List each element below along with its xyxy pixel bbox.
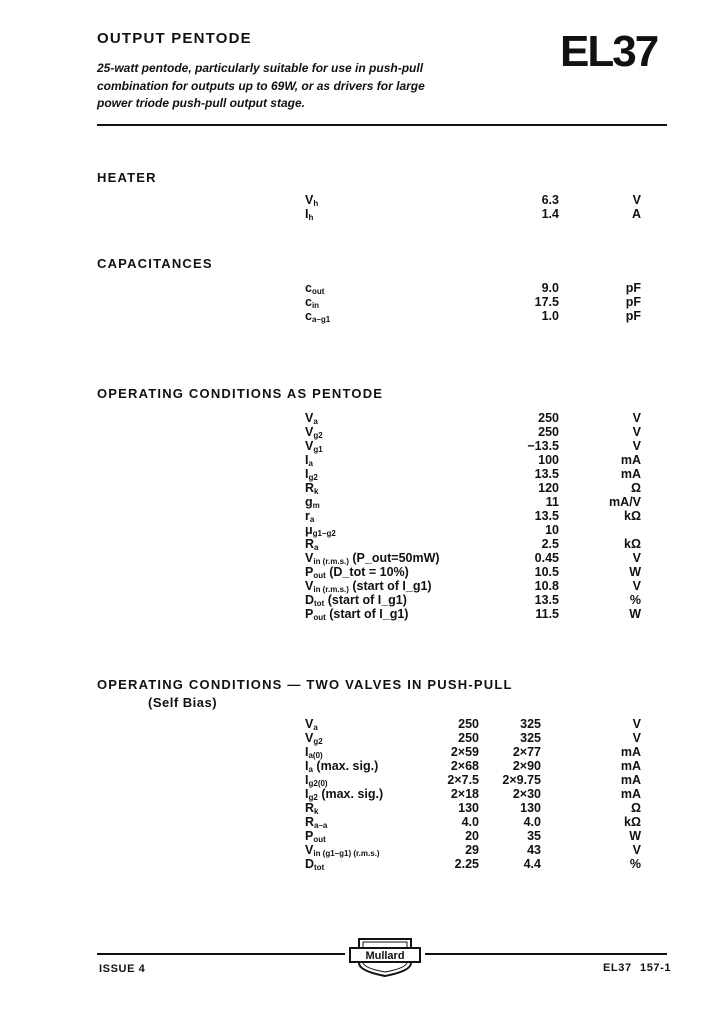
- param-value-2: 2×9.75: [502, 773, 541, 787]
- page-number: 157-1: [640, 962, 672, 974]
- param-condition: (P_out=50mW): [352, 551, 440, 565]
- param-symbol: I: [305, 467, 309, 481]
- table-row: [305, 801, 641, 815]
- param-subscript: a: [309, 515, 315, 524]
- param-value-1: 20: [465, 829, 479, 843]
- param-value-2: 43: [527, 843, 541, 857]
- param-value: 13.5: [534, 467, 559, 481]
- table-row: [305, 815, 641, 829]
- table-row: [305, 411, 641, 425]
- param-symbol: V: [305, 193, 314, 207]
- param-symbol: D: [305, 857, 315, 871]
- param-symbol: I: [305, 745, 309, 759]
- param-unit: V: [632, 439, 641, 453]
- table-row: [305, 309, 641, 323]
- param-value: 17.5: [534, 295, 559, 309]
- param-unit: V: [632, 843, 641, 857]
- param-subscript: tot: [314, 863, 325, 872]
- param-unit: %: [629, 857, 641, 871]
- param-unit: mA: [620, 467, 641, 481]
- param-unit: kΩ: [624, 815, 641, 829]
- param-value-1: 4.0: [461, 815, 479, 829]
- table-row: [305, 857, 641, 871]
- table-row: [305, 551, 641, 565]
- param-unit: kΩ: [624, 537, 641, 551]
- param-subscript: in: [311, 301, 320, 310]
- param-symbol: P: [305, 565, 314, 579]
- param-label: [305, 607, 408, 625]
- param-label: [305, 857, 324, 875]
- pentode-heading: OPERATING CONDITIONS AS PENTODE: [97, 386, 384, 401]
- param-subscript: g2: [308, 473, 318, 482]
- description-line: combination for outputs up to 69W, or as drivers for large: [97, 78, 425, 93]
- table-row: [305, 495, 641, 509]
- param-label: [305, 309, 330, 327]
- table-row: [305, 731, 641, 745]
- param-unit: W: [629, 565, 641, 579]
- param-unit: V: [632, 411, 641, 425]
- footer-rule-right: [425, 953, 667, 955]
- table-row: [305, 829, 641, 843]
- param-value: 11.5: [535, 607, 559, 621]
- param-subscript: k: [314, 487, 319, 496]
- param-subscript: out: [313, 835, 326, 844]
- param-unit: V: [632, 717, 641, 731]
- param-value-1: 250: [458, 731, 479, 745]
- param-value-2: 325: [520, 717, 541, 731]
- param-value-2: 35: [527, 829, 541, 843]
- param-unit: mA: [620, 453, 641, 467]
- param-condition: (start of I_g1): [329, 607, 409, 621]
- param-subscript: out: [313, 613, 326, 622]
- param-value-2: 130: [520, 801, 541, 815]
- param-unit: mA: [620, 787, 641, 801]
- param-condition: (start of I_g1): [352, 579, 432, 593]
- param-value-1: 130: [458, 801, 479, 815]
- param-symbol: V: [305, 439, 314, 453]
- param-symbol: V: [305, 411, 314, 425]
- param-value-1: 2×59: [450, 745, 479, 759]
- param-value-2: 325: [520, 731, 541, 745]
- param-value: 100: [538, 453, 559, 467]
- param-symbol: V: [305, 717, 314, 731]
- table-row: [305, 467, 641, 481]
- issue-label: ISSUE 4: [99, 963, 146, 975]
- description-line: power triode push-pull output stage.: [97, 96, 305, 110]
- param-value-2: 2×90: [512, 759, 541, 773]
- param-symbol: V: [305, 579, 314, 593]
- param-symbol: P: [305, 607, 314, 621]
- valve-code: EL37: [560, 27, 658, 76]
- heater-table: [305, 193, 641, 221]
- param-subscript: in (r.m.s.): [313, 557, 349, 566]
- param-symbol: I: [305, 773, 309, 787]
- param-condition: (max. sig.): [316, 759, 379, 773]
- table-row: [305, 439, 641, 453]
- table-row: [305, 425, 641, 439]
- param-subscript: in (r.m.s.): [313, 585, 349, 594]
- param-unit: pF: [625, 295, 641, 309]
- param-symbol: c: [305, 309, 312, 323]
- param-subscript: a: [314, 543, 319, 552]
- param-subscript: g2: [313, 737, 323, 746]
- param-symbol: r: [305, 509, 310, 523]
- param-subscript: a: [308, 765, 313, 774]
- capacitances-heading: CAPACITANCES: [97, 256, 213, 271]
- table-row: [305, 481, 641, 495]
- param-subscript: a: [308, 459, 313, 468]
- param-value: 0.45: [534, 551, 559, 565]
- param-value: 10: [545, 523, 559, 537]
- param-symbol: P: [305, 829, 314, 843]
- param-subscript: in (g1–g1) (r.m.s.): [313, 849, 380, 858]
- table-row: [305, 745, 641, 759]
- param-value-2: 2×77: [512, 745, 541, 759]
- param-unit: mA: [620, 745, 641, 759]
- param-subscript: h: [308, 213, 314, 222]
- table-row: [305, 579, 641, 593]
- param-symbol: V: [305, 551, 314, 565]
- param-unit: mA: [620, 759, 641, 773]
- param-unit: mA/V: [609, 495, 641, 509]
- param-subscript: k: [314, 807, 319, 816]
- table-row: [305, 509, 641, 523]
- logo-text: Mullard: [365, 950, 405, 962]
- param-subscript: g1: [313, 445, 323, 454]
- param-unit: V: [632, 551, 641, 565]
- table-row: [305, 717, 641, 731]
- pushpull-table: [305, 717, 641, 871]
- param-subscript: m: [312, 501, 320, 510]
- param-value-1: 250: [458, 717, 479, 731]
- param-symbol: g: [305, 495, 313, 509]
- description: [97, 60, 517, 113]
- param-symbol: V: [305, 425, 314, 439]
- param-value-2: 2×30: [512, 787, 541, 801]
- footer-rule-left: [97, 953, 345, 955]
- param-subscript: g1–g2: [312, 529, 336, 538]
- param-symbol: R: [305, 801, 315, 815]
- param-symbol: I: [305, 787, 309, 801]
- param-symbol: I: [305, 453, 309, 467]
- param-value: 120: [538, 481, 559, 495]
- table-row: [305, 843, 641, 857]
- pentode-table: [305, 411, 641, 621]
- param-value-1: 2×18: [450, 787, 479, 801]
- param-value: 9.0: [541, 281, 559, 295]
- table-row: [305, 759, 641, 773]
- param-value-1: 2.25: [454, 857, 479, 871]
- param-subscript: g2: [313, 431, 323, 440]
- param-unit: V: [632, 579, 641, 593]
- header-divider: [97, 124, 667, 126]
- param-subscript: out: [313, 571, 326, 580]
- param-subscript: a–g1: [311, 315, 331, 324]
- footer-code: EL37: [603, 962, 632, 974]
- param-subscript: h: [313, 199, 319, 208]
- param-unit: kΩ: [624, 509, 641, 523]
- table-row: [305, 207, 641, 221]
- table-row: [305, 565, 641, 579]
- param-value: 1.0: [541, 309, 559, 323]
- param-value: 6.3: [541, 193, 559, 207]
- param-condition: (start of I_g1): [327, 593, 407, 607]
- param-value: 250: [538, 411, 559, 425]
- param-unit: pF: [625, 281, 641, 295]
- param-unit: W: [629, 607, 641, 621]
- table-row: [305, 281, 641, 295]
- param-symbol: R: [305, 537, 315, 551]
- param-symbol: R: [305, 481, 315, 495]
- param-unit: Ω: [630, 481, 641, 495]
- capacitances-table: [305, 281, 641, 323]
- param-condition: (D_tot = 10%): [329, 565, 409, 579]
- param-value: −13.5: [527, 439, 559, 453]
- param-unit: A: [631, 207, 641, 221]
- param-value: 250: [538, 425, 559, 439]
- table-row: [305, 607, 641, 621]
- param-value-2: 4.0: [523, 815, 541, 829]
- param-value-1: 29: [465, 843, 479, 857]
- param-unit: W: [629, 829, 641, 843]
- param-symbol: R: [305, 815, 315, 829]
- table-row: [305, 773, 641, 787]
- param-symbol: D: [305, 593, 315, 607]
- table-row: [305, 453, 641, 467]
- param-symbol: V: [305, 843, 314, 857]
- param-symbol: c: [305, 281, 312, 295]
- param-value: 11: [545, 495, 559, 509]
- param-unit: V: [632, 425, 641, 439]
- pushpull-subtitle: (Self Bias): [148, 695, 218, 710]
- param-symbol: I: [305, 207, 309, 221]
- param-symbol: I: [305, 759, 309, 773]
- param-value: 1.4: [541, 207, 559, 221]
- param-subscript: a: [313, 417, 318, 426]
- param-subscript: g2: [308, 793, 318, 802]
- pushpull-heading: OPERATING CONDITIONS — TWO VALVES IN PUSH-PULL: [97, 677, 513, 692]
- table-row: [305, 787, 641, 801]
- param-symbol: V: [305, 731, 314, 745]
- heater-heading: HEATER: [97, 170, 157, 185]
- param-subscript: a–a: [314, 821, 328, 830]
- param-symbol: c: [305, 295, 312, 309]
- mullard-logo: [349, 937, 421, 977]
- param-value: 2.5: [541, 537, 559, 551]
- table-row: [305, 193, 641, 207]
- param-value-1: 2×7.5: [447, 773, 479, 787]
- param-value: 10.8: [534, 579, 559, 593]
- param-unit: V: [632, 193, 641, 207]
- param-subscript: a(0): [308, 751, 323, 760]
- description-line: 25-watt pentode, particularly suitable for use in push-pull: [97, 61, 424, 75]
- table-row: [305, 537, 641, 551]
- param-unit: mA: [620, 773, 641, 787]
- param-value-2: 4.4: [523, 857, 541, 871]
- table-row: [305, 593, 641, 607]
- param-label: [305, 207, 313, 225]
- table-row: [305, 295, 641, 309]
- param-symbol: μ: [305, 523, 313, 537]
- param-condition: (max. sig.): [321, 787, 384, 801]
- param-value: 13.5: [534, 509, 559, 523]
- param-unit: Ω: [630, 801, 641, 815]
- param-unit: pF: [625, 309, 641, 323]
- param-unit: V: [632, 731, 641, 745]
- param-subscript: g2(0): [308, 779, 328, 788]
- table-row: [305, 523, 641, 537]
- page-title: OUTPUT PENTODE: [97, 30, 252, 47]
- param-value: 13.5: [534, 593, 559, 607]
- param-value-1: 2×68: [450, 759, 479, 773]
- param-subscript: tot: [314, 599, 325, 608]
- param-subscript: a: [313, 723, 318, 732]
- param-subscript: out: [311, 287, 325, 296]
- param-value: 10.5: [534, 565, 559, 579]
- param-unit: %: [629, 593, 641, 607]
